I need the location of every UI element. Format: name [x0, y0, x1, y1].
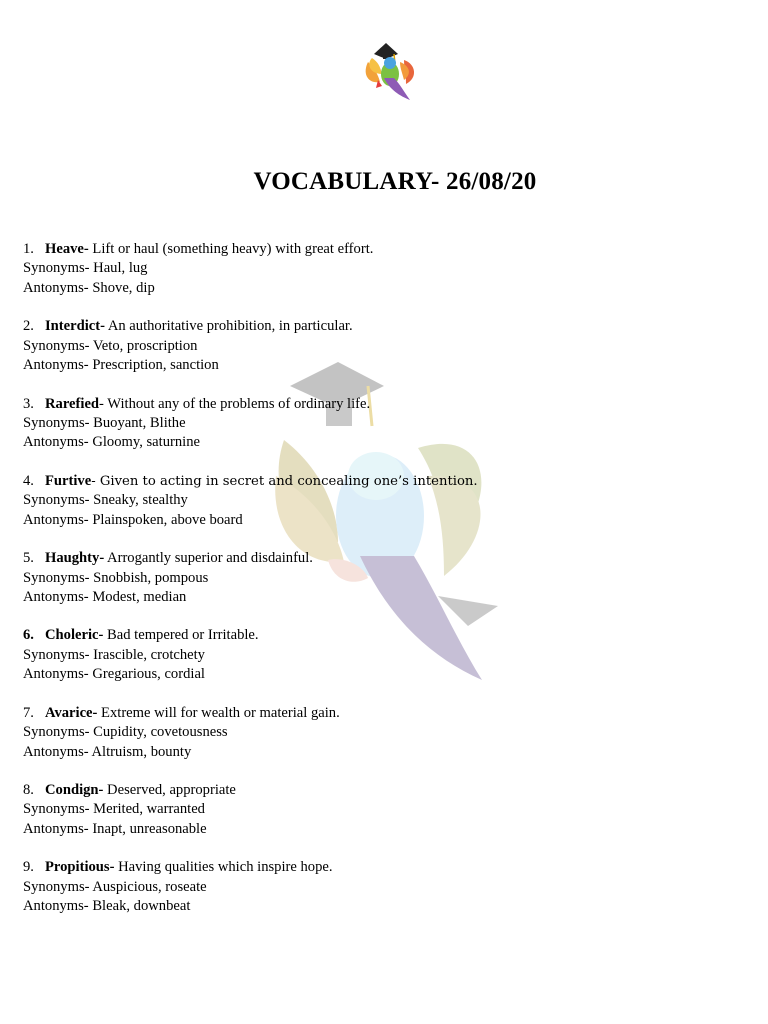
entry-number: 8.: [23, 782, 34, 799]
entry-antonyms: Antonyms- Gloomy, saturnine: [23, 434, 200, 451]
vocab-entry-5: [23, 549, 743, 626]
entry-term: Rarefied: [45, 395, 100, 412]
entry-number: 5.: [23, 550, 34, 567]
entry-definition: - Given to acting in secret and concealing one’s intention.: [91, 473, 478, 489]
entry-synonyms-label: Synonyms: [23, 492, 85, 509]
entry-synonyms-label: Synonyms: [23, 569, 85, 586]
entry-antonyms: Antonyms- Plainspoken, above board: [23, 511, 243, 528]
entry-antonyms: Antonyms- Modest, median: [23, 589, 187, 605]
page-title: VOCABULARY- 26/08/20: [253, 168, 537, 195]
entry-synonyms-label: Synonyms: [23, 724, 85, 741]
entry-synonyms-label: Synonyms: [23, 260, 85, 277]
entry-term: Condign-: [45, 782, 104, 799]
vocab-entry-2: [23, 317, 743, 394]
entry-term: Avarice-: [45, 704, 98, 721]
entry-synonyms: - Buoyant, Blithe: [84, 415, 186, 431]
entry-antonyms: Antonyms- Prescription, sanction: [23, 357, 219, 374]
entry-term: Haughty-: [45, 550, 105, 567]
entry-synonyms: - Merited, warranted: [84, 801, 205, 818]
vocab-entry-6: [23, 626, 743, 703]
vocab-entry-1: [23, 240, 743, 317]
entry-synonyms: - Veto, proscription: [84, 337, 198, 354]
vocabulary-list: [23, 240, 743, 936]
entry-number: 6.: [23, 627, 34, 644]
entry-definition: Bad tempered or Irritable.: [103, 627, 259, 644]
entry-synonyms-label: Synonyms: [23, 415, 85, 431]
entry-synonyms: - Snobbish, pompous: [84, 569, 209, 586]
entry-synonyms-label: Synonyms: [23, 337, 85, 354]
entry-term: Heave-: [45, 241, 89, 257]
entry-definition: Extreme will for wealth or material gain.: [97, 704, 340, 721]
vocab-entry-9: [23, 858, 743, 935]
entry-synonyms: - Irascible, crotchety: [84, 646, 205, 663]
entry-synonyms: - Sneaky, stealthy: [84, 492, 188, 509]
vocab-entry-7: [23, 704, 743, 781]
vocab-entry-4: [23, 472, 743, 549]
entry-antonyms: Antonyms- Inapt, unreasonable: [23, 820, 207, 837]
entry-antonyms: Antonyms- Bleak, downbeat: [23, 898, 191, 915]
entry-number: 4.: [23, 472, 34, 489]
entry-definition: - Without any of the problems of ordinary life.: [99, 395, 371, 412]
entry-synonyms-label: Synonyms: [23, 878, 85, 895]
entry-term: Propitious-: [45, 859, 115, 876]
entry-antonyms: Antonyms- Gregarious, cordial: [23, 666, 205, 683]
entry-number: 7.: [23, 704, 34, 721]
entry-definition: Having qualities which inspire hope.: [114, 859, 333, 876]
entry-term: Furtive: [45, 472, 92, 489]
entry-antonyms: Antonyms- Shove, dip: [23, 279, 155, 296]
entry-number: 1.: [23, 241, 34, 257]
entry-synonyms: - Haul, lug: [84, 260, 148, 277]
entry-antonyms: Antonyms- Altruism, bounty: [23, 743, 192, 760]
entry-synonyms-label: Synonyms: [23, 801, 85, 818]
entry-synonyms: - Auspicious, roseate: [84, 878, 207, 895]
entry-number: 2.: [23, 318, 34, 335]
entry-definition: Arrogantly superior and disdainful.: [104, 550, 313, 567]
entry-definition: Lift or haul (something heavy) with great effort.: [88, 241, 374, 257]
entry-synonyms: - Cupidity, covetousness: [84, 724, 228, 741]
logo-bird-icon: [360, 34, 424, 102]
entry-term: Choleric-: [45, 627, 104, 644]
entry-term: Interdict-: [45, 318, 105, 335]
vocab-entry-8: [23, 781, 743, 858]
entry-definition: Deserved, appropriate: [103, 782, 236, 799]
entry-definition: An authoritative prohibition, in particular.: [104, 318, 353, 335]
entry-number: 3.: [23, 395, 34, 412]
vocab-entry-3: [23, 395, 743, 472]
entry-synonyms-label: Synonyms: [23, 646, 85, 663]
entry-number: 9.: [23, 859, 34, 876]
